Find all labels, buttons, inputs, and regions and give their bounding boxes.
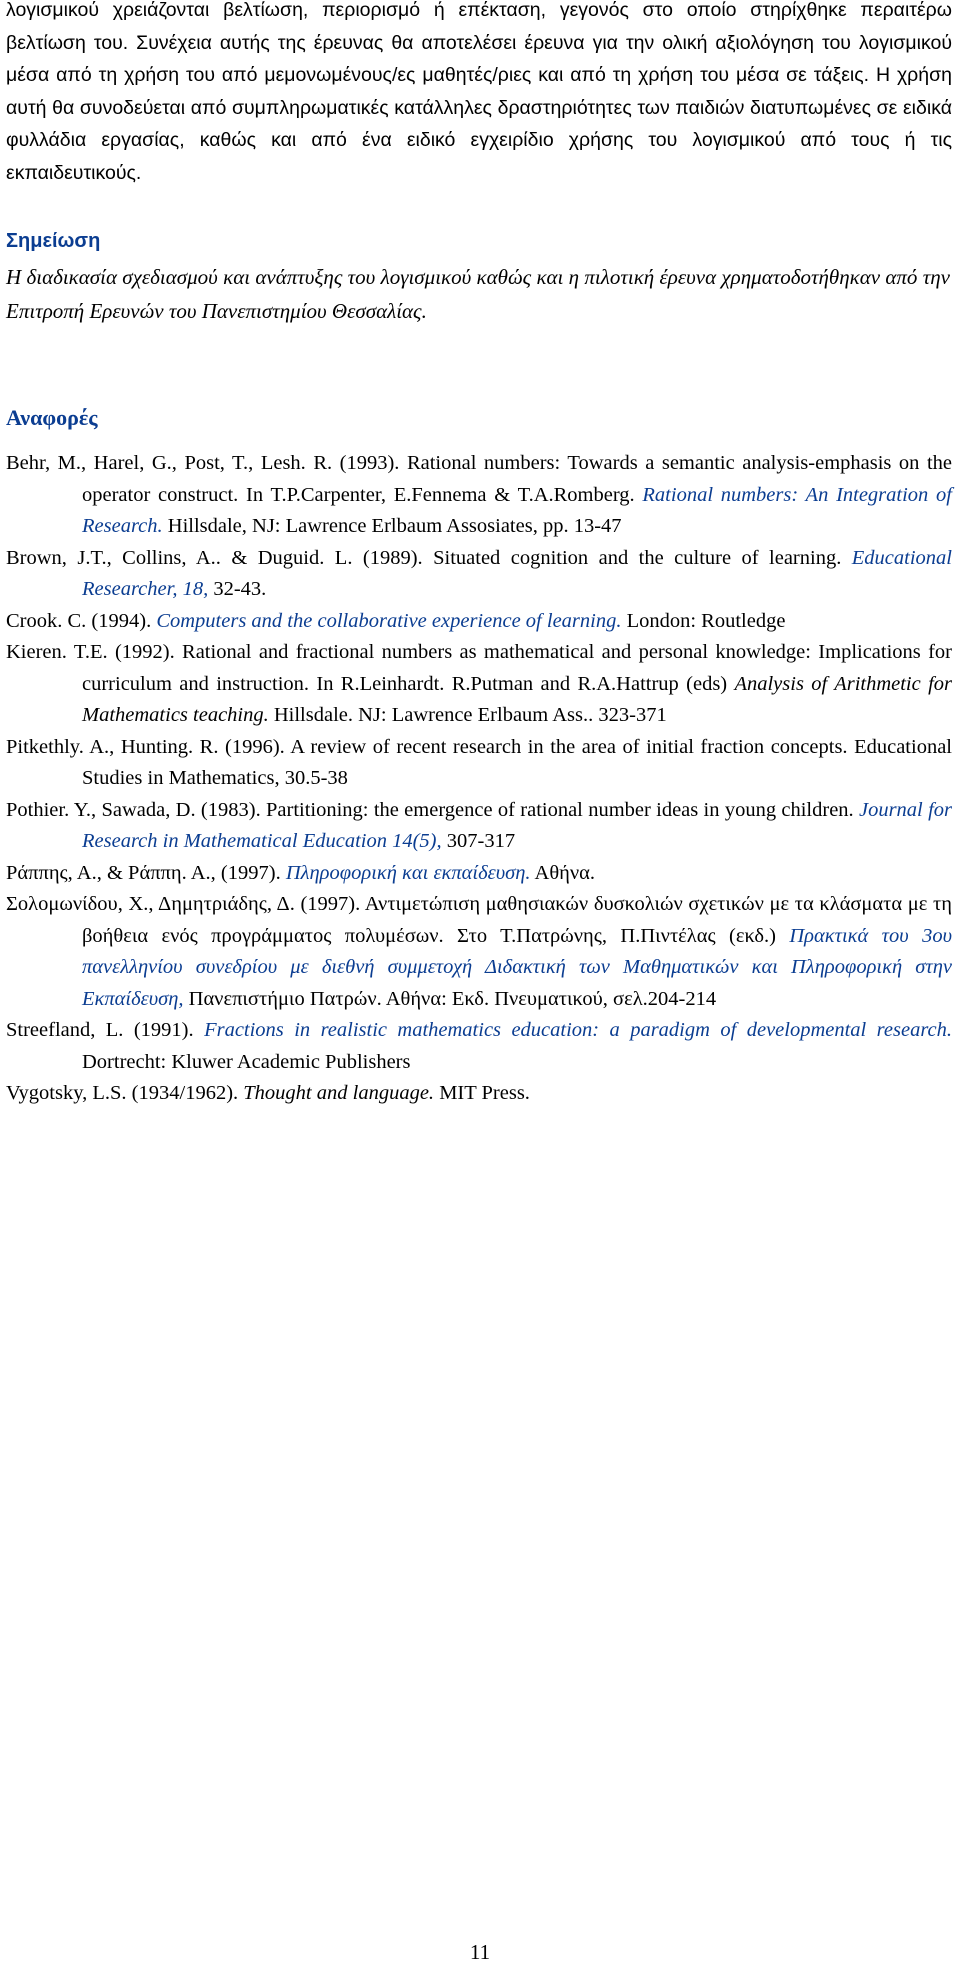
intro-paragraph: λογισμικού χρειάζονται βελτίωση, περιορισμό ή επέκταση, γεγονός στο οποίο στηρίχθηκε περαιτέρω βελτίωση του. Συνέχεια αυτής της έρευνας θα αποτελέσει έρευνα για την ολική αξιολόγηση του λογισμικού μέσα από τη χρήση του από μεμονωμένους/ες μαθητές/ριες και από τη χρήση του μέσα σε τάξεις. Η χρήση αυτή θα συνοδεύεται από συμπληρωματικές κατάλληλες δραστηριότητες των παιδιών διατυπωμένες σε ειδικά φυλλάδια εργασίας, καθώς και από ένα ειδικό εγχειρίδιο χρήσης του λογισμικού από τους ή τις εκπαιδευτικούς. — [6, 0, 952, 184]
reference-item: Kieren. T.E. (1992). Rational and fractional numbers as mathematical and personal knowledge: Implications for curriculum and instruction. In R.Leinhardt. R.Putman and R.A.Hattrup (eds) Analysis of Arithmetic for Mathematics teaching. Hillsdale. NJ: Lawrence Erlbaum Ass.. 323-371 — [6, 641, 952, 726]
reference-item: Pothier. Y., Sawada, D. (1983). Partitioning: the emergence of rational number ideas in young children. Journal for Research in Mathematical Education 14(5), 307-317 — [6, 798, 952, 852]
reference-item: Vygotsky, L.S. (1934/1962). Thought and language. MIT Press. — [6, 1082, 530, 1104]
reference-item: Brown, J.T., Collins, A.. & Duguid. L. (1989). Situated cognition and the culture of learning. Educational Researcher, 18, 32-43. — [6, 546, 952, 600]
note-body: Η διαδικασία σχεδιασμού και ανάπτυξης του λογισμικού καθώς και η πιλοτική έρευνα χρηματοδοτήθηκαν από την Επιτροπή Ερευνών του Πανεπιστημίου Θεσσαλίας. — [6, 265, 950, 323]
references-heading: Αναφορές — [6, 405, 98, 430]
reference-item: Ράππης, Α., & Ράππη. Α., (1997). Πληροφορική και εκπαίδευση. Αθήνα. — [6, 861, 596, 884]
reference-item: Pitkethly. A., Hunting. R. (1996). A review of recent research in the area of initial fraction concepts. Educational Studies in Mathematics, 30.5-38 — [6, 735, 952, 789]
reference-item: Crook. C. (1994). Computers and the collaborative experience of learning. London: Routledge — [6, 609, 786, 632]
reference-item: Σολομωνίδου, Χ., Δημητριάδης, Δ. (1997). Αντιμετώπιση μαθησιακών δυσκολιών σχετικών με τα κλάσματα με τη βοήθεια ενός προγράμματος πολυμέσων. Στο Τ.Πατρώνης, Π.Πιντέλας (εκδ.) Πρακτικά του 3ου πανελληνίου συνεδρίου με διεθνή συμμετοχή Διδακτική των Μαθηματικών και Πληροφορική στην Εκπαίδευση, Πανεπιστήμιο Πατρών. Αθήνα: Εκδ. Πνευματικού, σελ.204-214 — [6, 893, 952, 1010]
references-list — [6, 448, 952, 1110]
note-title: Σημείωση — [6, 230, 101, 252]
reference-item: Behr, M., Harel, G., Post, T., Lesh. R. (1993). Rational numbers: Towards a semantic analysis-emphasis on the operator construct. In T.P.Carpenter, E.Fennema & T.A.Romberg. Rational numbers: An Integration of Research. Hillsdale, NJ: Lawrence Erlbaum Assosiates, pp. 13-47 — [6, 452, 952, 537]
reference-item: Streefland, L. (1991). Fractions in realistic mathematics education: a paradigm of developmental research. Dortrecht: Kluwer Academic Publishers — [6, 1019, 953, 1073]
page-number: 11 — [469, 1940, 491, 1964]
